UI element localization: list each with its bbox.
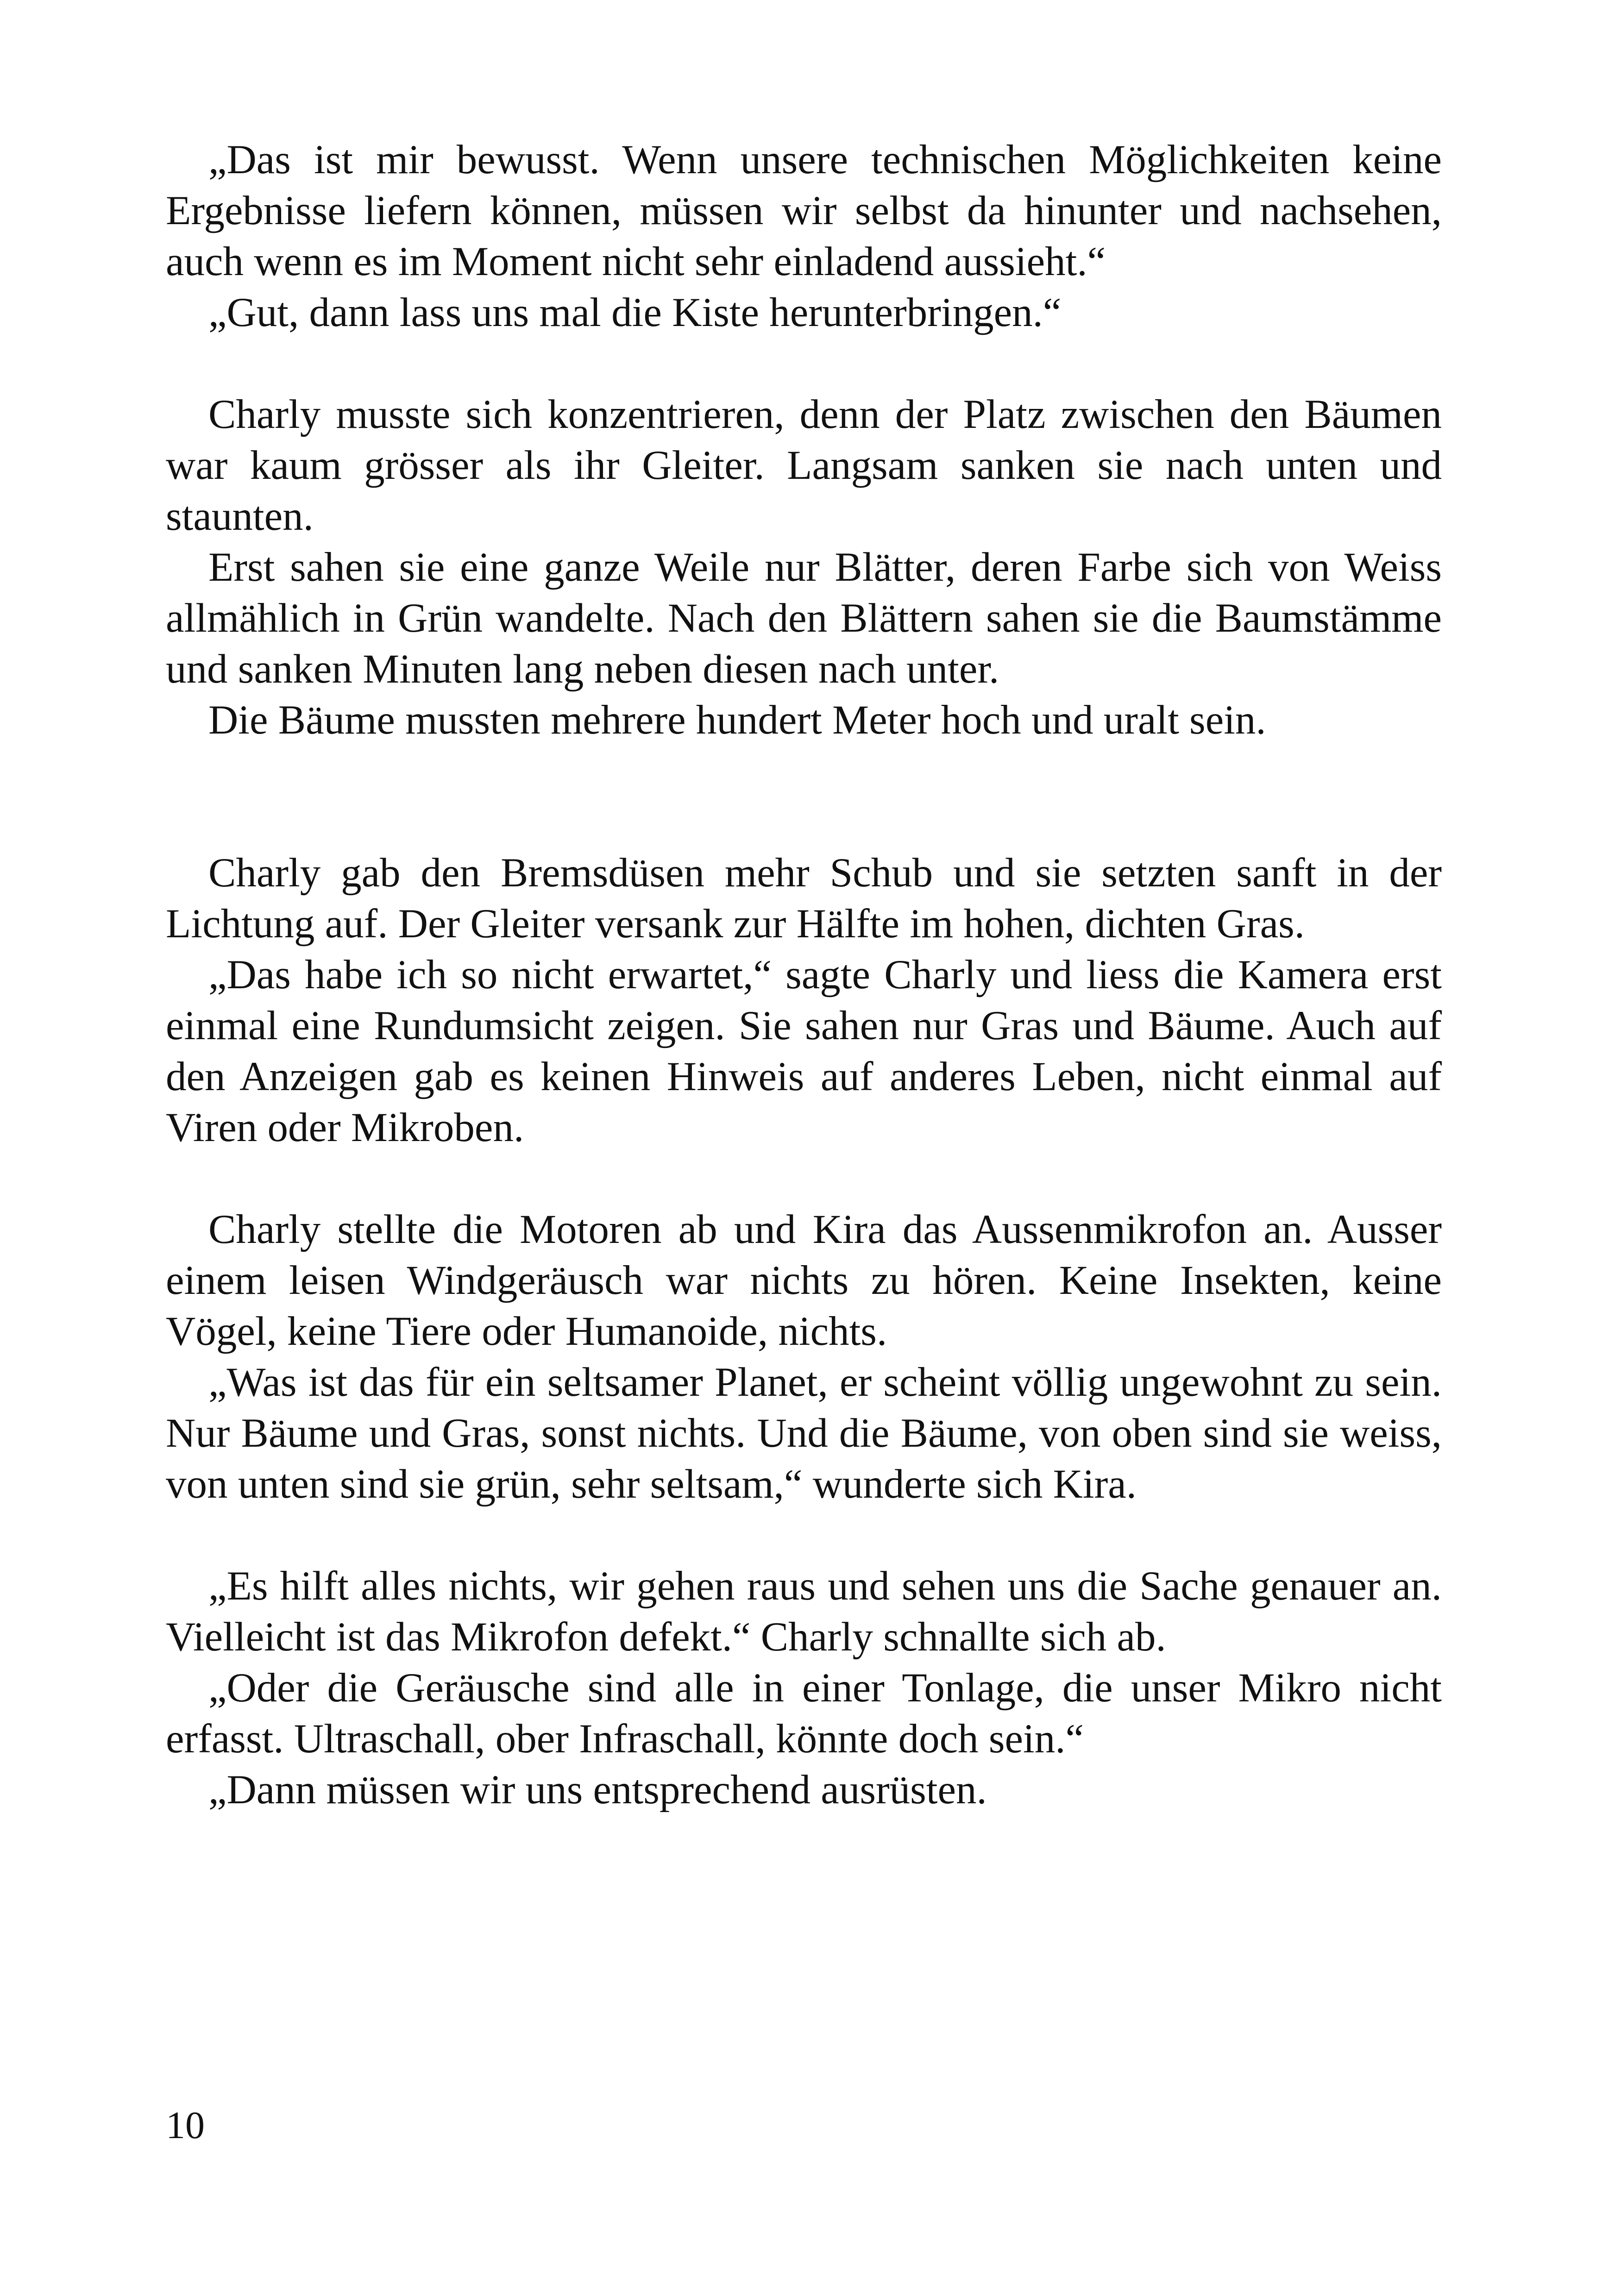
paragraph: „Gut, dann lass uns mal die Kiste herunterbringen.“ xyxy=(208,290,1062,335)
section-gap xyxy=(166,1153,1442,1204)
paragraph: Erst sahen sie eine ganze Weile nur Blätter, deren Farbe sich von Weiss allmählich in Grün wandelte. Nach den Blättern sahen sie die Baumstämme und sanken Minuten lang neben diesen nach unter. xyxy=(166,545,1442,692)
paragraph: „Das habe ich so nicht erwartet,“ sagte Charly und liess die Kamera erst einmal eine Rundumsicht zeigen. Sie sahen nur Gras und Bäume. Auch auf den Anzeigen gab es keinen Hinweis auf anderes Leben, nicht einmal auf Viren oder Mikroben. xyxy=(166,952,1442,1150)
paragraph: Charly stellte die Motoren ab und Kira das Aussenmikrofon an. Ausser einem leisen Windgeräusch war nichts zu hören. Keine Insekten, keine Vögel, keine Tiere oder Humanoide, nichts. xyxy=(166,1207,1442,1354)
paragraph: Die Bäume mussten mehrere hundert Meter hoch und uralt sein. xyxy=(208,697,1266,743)
paragraph: „Was ist das für ein seltsamer Planet, er scheint völlig ungewohnt zu sein. Nur Bäume und Gras, sonst nichts. Und die Bäume, von oben sind sie weiss, von unten sind sie grün, sehr seltsam,“ wunderte sich Kira. xyxy=(166,1360,1442,1507)
section-gap xyxy=(166,338,1442,389)
paragraph: „Das ist mir bewusst. Wenn unsere technischen Möglichkeiten keine Ergebnisse liefern können, müssen wir selbst da hinunter und nachsehen, auch wenn es im Moment nicht sehr einladend aussieht.“ xyxy=(166,137,1442,284)
paragraph: „Dann müssen wir uns entsprechend ausrüsten. xyxy=(208,1767,987,1813)
paragraph: Charly musste sich konzentrieren, denn der Platz zwischen den Bäumen war kaum grösser als ihr Gleiter. Langsam sanken sie nach unten und staunten. xyxy=(166,392,1442,539)
section-gap xyxy=(166,746,1442,847)
paragraph: „Es hilft alles nichts, wir gehen raus und sehen uns die Sache genauer an. Vielleicht ist das Mikrofon defekt.“ Charly schnallte sich ab. xyxy=(166,1563,1442,1660)
body-text xyxy=(166,134,1442,1815)
page-number: 10 xyxy=(166,2104,205,2147)
section-gap xyxy=(166,1510,1442,1561)
paragraph: „Oder die Geräusche sind alle in einer Tonlage, die unser Mikro nicht erfasst. Ultraschall, ober Infraschall, könnte doch sein.“ xyxy=(166,1665,1442,1762)
paragraph: Charly gab den Bremsdüsen mehr Schub und sie setzten sanft in der Lichtung auf. Der Gleiter versank zur Hälfte im hohen, dichten Gras. xyxy=(166,850,1442,947)
